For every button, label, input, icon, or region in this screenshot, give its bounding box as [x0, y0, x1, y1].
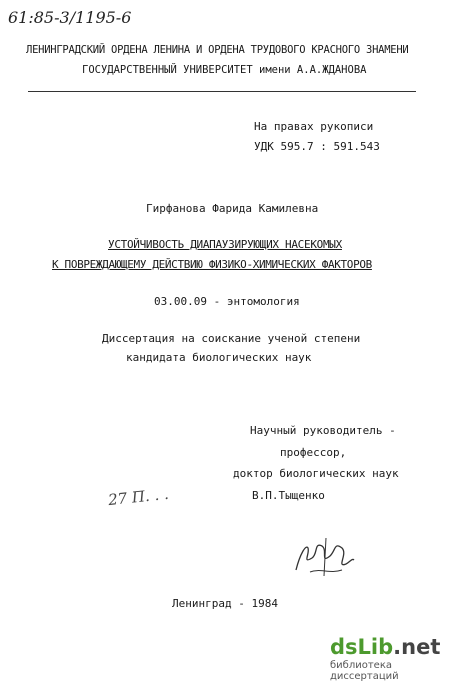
dslib-logo-main: dsLib — [330, 635, 394, 659]
thesis-title-line-2: К ПОВРЕЖДАЮЩЕМУ ДЕЙСТВИЮ ФИЗИКО-ХИМИЧЕСКИХ ФАКТОРОВ — [52, 258, 372, 271]
org-line-1: ЛЕНИНГРАДСКИЙ ОРДЕНА ЛЕНИНА И ОРДЕНА ТРУДОВОГО КРАСНОГО ЗНАМЕНИ — [26, 44, 409, 56]
specialty: 03.00.09 - энтомология — [154, 295, 300, 308]
city-year: Ленинград - 1984 — [172, 597, 278, 610]
handwritten-note: 27 П. . . — [107, 484, 170, 510]
thesis-title-line-1: УСТОЙЧИВОСТЬ ДИАПАУЗИРУЮЩИХ НАСЕКОМЫХ — [108, 238, 342, 251]
dslib-subtitle: библиотека диссертаций — [330, 660, 399, 682]
header-rule — [28, 91, 416, 92]
signature — [290, 534, 360, 580]
degree-line-2: кандидата биологических наук — [126, 351, 312, 364]
org-line-2: ГОСУДАРСТВЕННЫЙ УНИВЕРСИТЕТ имени А.А.ЖДАНОВА — [82, 64, 367, 76]
advisor-line-4: В.П.Тыщенко — [252, 489, 325, 502]
rights-reserved: На правах рукописи — [254, 120, 374, 133]
advisor-line-2: профессор, — [280, 446, 347, 459]
udc-code: УДК 595.7 : 591.543 — [254, 140, 380, 153]
advisor-line-3: доктор биологических наук — [233, 467, 399, 480]
dslib-watermark — [330, 636, 445, 682]
dslib-logo-ext: .net — [393, 635, 441, 659]
advisor-line-1: Научный руководитель - — [250, 424, 396, 437]
archive-mark: 61:85-3/1195-6 — [8, 8, 132, 27]
dslib-logo — [330, 636, 445, 658]
degree-line-1: Диссертация на соискание ученой степени — [102, 332, 361, 345]
author-name: Гирфанова Фарида Камилевна — [146, 202, 319, 215]
